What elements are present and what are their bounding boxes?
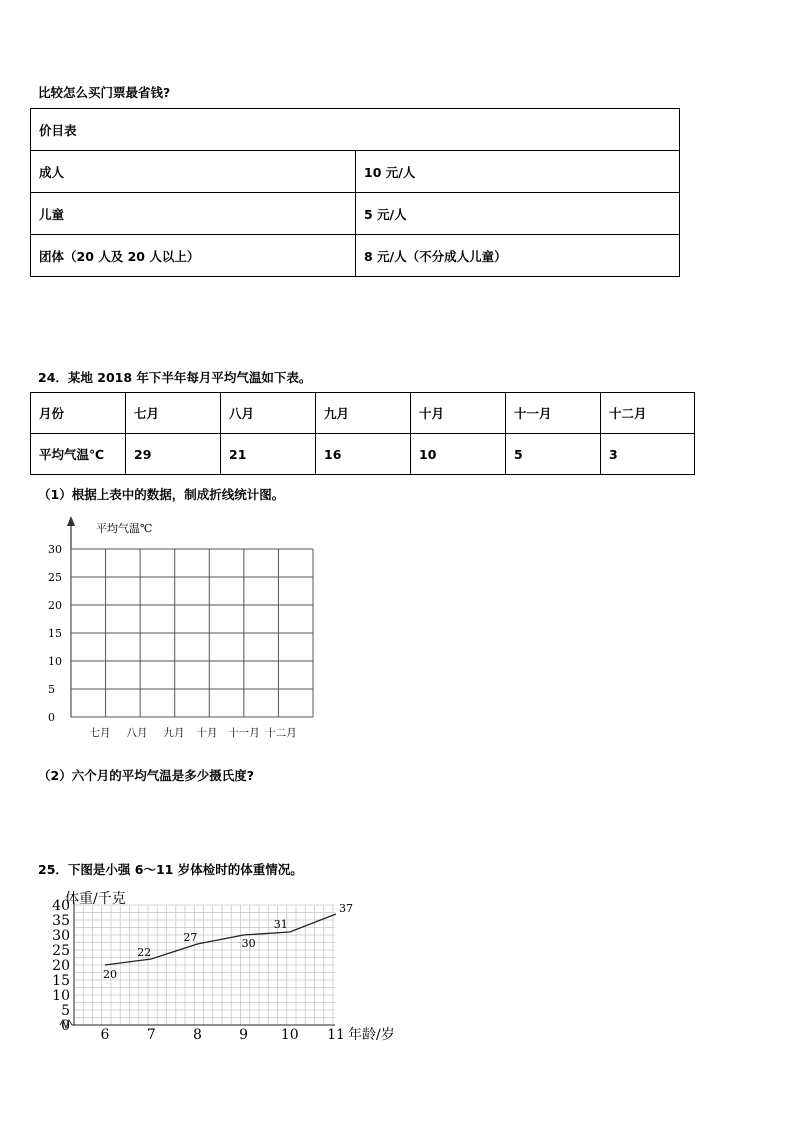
weight-x-tick: 11	[327, 1027, 345, 1043]
temp-value: 5	[506, 434, 601, 475]
temp-value: 21	[221, 434, 316, 475]
weight-data-label: 31	[273, 918, 288, 931]
ticket-question: 比较怎么买门票最省钱?	[38, 85, 171, 100]
weight-y-ticks	[52, 898, 70, 1034]
weight-x-tick: 6	[100, 1027, 110, 1043]
grid-lines	[71, 549, 313, 717]
temp-month: 八月	[221, 393, 316, 434]
grid-y-tick: 0	[48, 711, 55, 724]
weight-y-tick: 25	[52, 943, 70, 959]
blank-line-chart-grid	[30, 510, 330, 750]
temp-header-label: 月份	[31, 393, 126, 434]
grid-x-label: 七月	[89, 727, 111, 739]
grid-y-tick: 15	[48, 627, 62, 640]
weight-line-chart	[30, 882, 420, 1052]
grid-x-label: 九月	[163, 727, 185, 739]
weight-y-tick: 35	[52, 913, 70, 929]
weight-data-labels	[103, 902, 353, 981]
price-table-title: 价目表	[31, 109, 680, 151]
temp-month: 九月	[316, 393, 411, 434]
weight-x-tick: 8	[192, 1027, 202, 1043]
grid-x-label: 十月	[196, 727, 218, 739]
q25-question: 25．下图是小强 6～11 岁体检时的体重情况。	[38, 862, 303, 877]
grid-x-label: 十二月	[265, 727, 297, 739]
weight-y-tick: 20	[52, 958, 70, 974]
price-row-label: 团体（20 人及 20 人以上）	[31, 235, 356, 277]
weight-data-label: 27	[183, 931, 198, 944]
price-row-label: 儿童	[31, 193, 356, 235]
weight-x-label: 年龄/岁	[348, 1027, 395, 1043]
grid-y-tick: 20	[48, 599, 62, 612]
weight-y-tick: 10	[52, 988, 70, 1004]
temperature-table	[30, 392, 695, 475]
grid-x-labels	[90, 726, 297, 739]
grid-x-label: 八月	[126, 727, 148, 739]
q24-question: 24．某地 2018 年下半年每月平均气温如下表。	[38, 370, 312, 385]
grid-y-tick: 10	[48, 655, 62, 668]
grid-y-title: 平均气温℃	[96, 522, 153, 535]
temp-value: 10	[411, 434, 506, 475]
price-row-label: 成人	[31, 151, 356, 193]
weight-y-tick: 40	[52, 898, 70, 914]
grid-y-tick: 25	[48, 571, 62, 584]
weight-y-tick: 15	[52, 973, 70, 989]
weight-y-label: 体重/千克	[65, 891, 126, 907]
weight-data-label: 20	[103, 968, 117, 981]
weight-y-tick: 5	[61, 1003, 70, 1019]
weight-chart-grid	[74, 905, 335, 1025]
grid-axis-arrow-icon	[67, 516, 75, 526]
temp-value: 29	[126, 434, 221, 475]
weight-data-label: 37	[339, 902, 353, 915]
weight-data-label: 22	[137, 946, 152, 959]
grid-y-tick: 30	[48, 543, 62, 556]
weight-x-tick: 10	[280, 1027, 299, 1043]
temp-month: 十一月	[506, 393, 601, 434]
weight-data-label: 30	[241, 937, 256, 950]
price-row-value: 10 元/人	[356, 151, 680, 193]
weight-x-ticks	[101, 1027, 345, 1043]
grid-y-tick: 5	[48, 683, 55, 696]
weight-y-tick: 30	[52, 928, 70, 944]
temp-month: 十月	[411, 393, 506, 434]
temp-value: 3	[601, 434, 695, 475]
weight-x-tick: 9	[239, 1027, 249, 1043]
grid-y-ticks	[48, 543, 62, 724]
temp-month: 十二月	[601, 393, 695, 434]
price-row-value: 8 元/人（不分成人儿童）	[356, 235, 680, 277]
price-row-value: 5 元/人	[356, 193, 680, 235]
temp-row-label: 平均气温℃	[31, 434, 126, 475]
q24-sub2: （2）六个月的平均气温是多少摄氏度?	[38, 768, 254, 783]
q24-sub1: （1）根据上表中的数据，制成折线统计图。	[38, 487, 285, 502]
price-table	[30, 108, 680, 277]
temp-value: 16	[316, 434, 411, 475]
weight-x-tick: 7	[146, 1027, 156, 1043]
grid-x-label: 十一月	[228, 727, 260, 739]
temp-month: 七月	[126, 393, 221, 434]
weight-y-tick: 0	[61, 1018, 70, 1034]
